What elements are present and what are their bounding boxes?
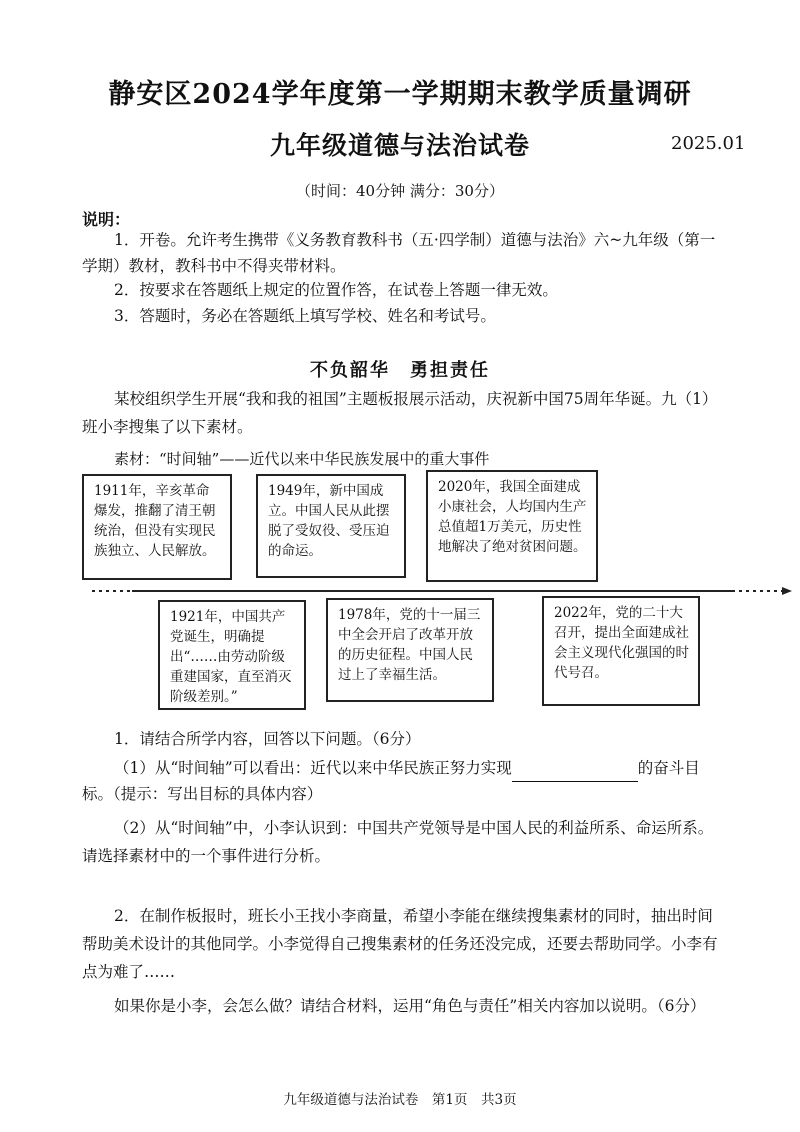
instructions-heading: 说明： [82, 210, 131, 229]
section-title: 不负韶华 勇担责任 [310, 360, 490, 381]
material-label: 素材：“时间轴”——近代以来中华民族发展中的重大事件 [114, 450, 490, 468]
question-1-part-1-hint: 标。（提示：写出目标的具体内容） [82, 785, 323, 803]
question-1-part-1-text-end: 的奋斗目 [637, 759, 700, 777]
question-1-part-2: （2）从“时间轴”中，小李认识到：中国共产党领导是中国人民的利益所系、命运所系。请选择素材中的一个事件进行分析。 [82, 819, 714, 865]
instruction-item: 1．开卷。允许考生携带《义务教育教科书（五·四学制）道德与法治》六~九年级（第一学期）教材，教科书中不得夹带材料。 [82, 231, 716, 275]
question-1-part-1-text: （1）从“时间轴”可以看出：近代以来中华民族正努力实现 [114, 759, 512, 777]
page-footer: 九年级道德与法治试卷 第1页 共3页 [283, 1092, 517, 1108]
question-2: 2．在制作板报时，班长小王找小李商量，希望小李能在继续搜集素材的同时，抽出时间帮助美术设计的其他同学。小李觉得自己搜集素材的任务还没完成，还要去帮助同学。小李有点为难了…… [82, 907, 718, 981]
timeline-event-box: 2022年，党的二十大召开，提出全面建成社会主义现代化强国的时代号召。 [542, 596, 700, 706]
exam-timing: （时间：40分钟 满分：30分） [296, 182, 504, 200]
instruction-item: 2．按要求在答题纸上规定的位置作答，在试卷上答题一律无效。 [114, 281, 558, 299]
question-1-part-1 [114, 754, 734, 782]
exam-date: 2025.01 [671, 133, 746, 154]
timeline-event-box: 2020年，我国全面建成小康社会，人均国内生产总值超1万美元，历史性地解决了绝对贫困问题。 [426, 470, 598, 582]
timeline-axis [92, 586, 792, 596]
timeline-event-box: 1921年，中国共产党诞生，明确提出“……由劳动阶级重建国家，直至消灭阶级差别。” [158, 600, 306, 710]
exam-subtitle: 九年级道德与法治试卷 [269, 131, 530, 160]
question-2-prompt: 如果你是小李，会怎么做？请结合材料，运用“角色与责任”相关内容加以说明。（6分） [114, 997, 706, 1015]
section-intro: 某校组织学生开展“我和我的祖国”主题板报展示活动，庆祝新中国75周年华诞。九（1）班小李搜集了以下素材。 [82, 390, 718, 436]
instruction-item: 3．答题时，务必在答题纸上填写学校、姓名和考试号。 [114, 307, 496, 325]
answer-blank [512, 763, 638, 782]
timeline-event-box: 1949年，新中国成立。中国人民从此摆脱了受奴役、受压迫的命运。 [256, 474, 406, 578]
timeline-event-box: 1911年，辛亥革命爆发，推翻了清王朝统治，但没有实现民族独立、人民解放。 [82, 474, 232, 580]
timeline-event-box: 1978年，党的十一届三中全会开启了改革开放的历史征程。中国人民过上了幸福生活。 [326, 598, 494, 702]
exam-title: 静安区2024学年度第一学期期末教学质量调研 [108, 79, 692, 110]
question-1: 1．请结合所学内容，回答以下问题。（6分） [114, 730, 421, 748]
